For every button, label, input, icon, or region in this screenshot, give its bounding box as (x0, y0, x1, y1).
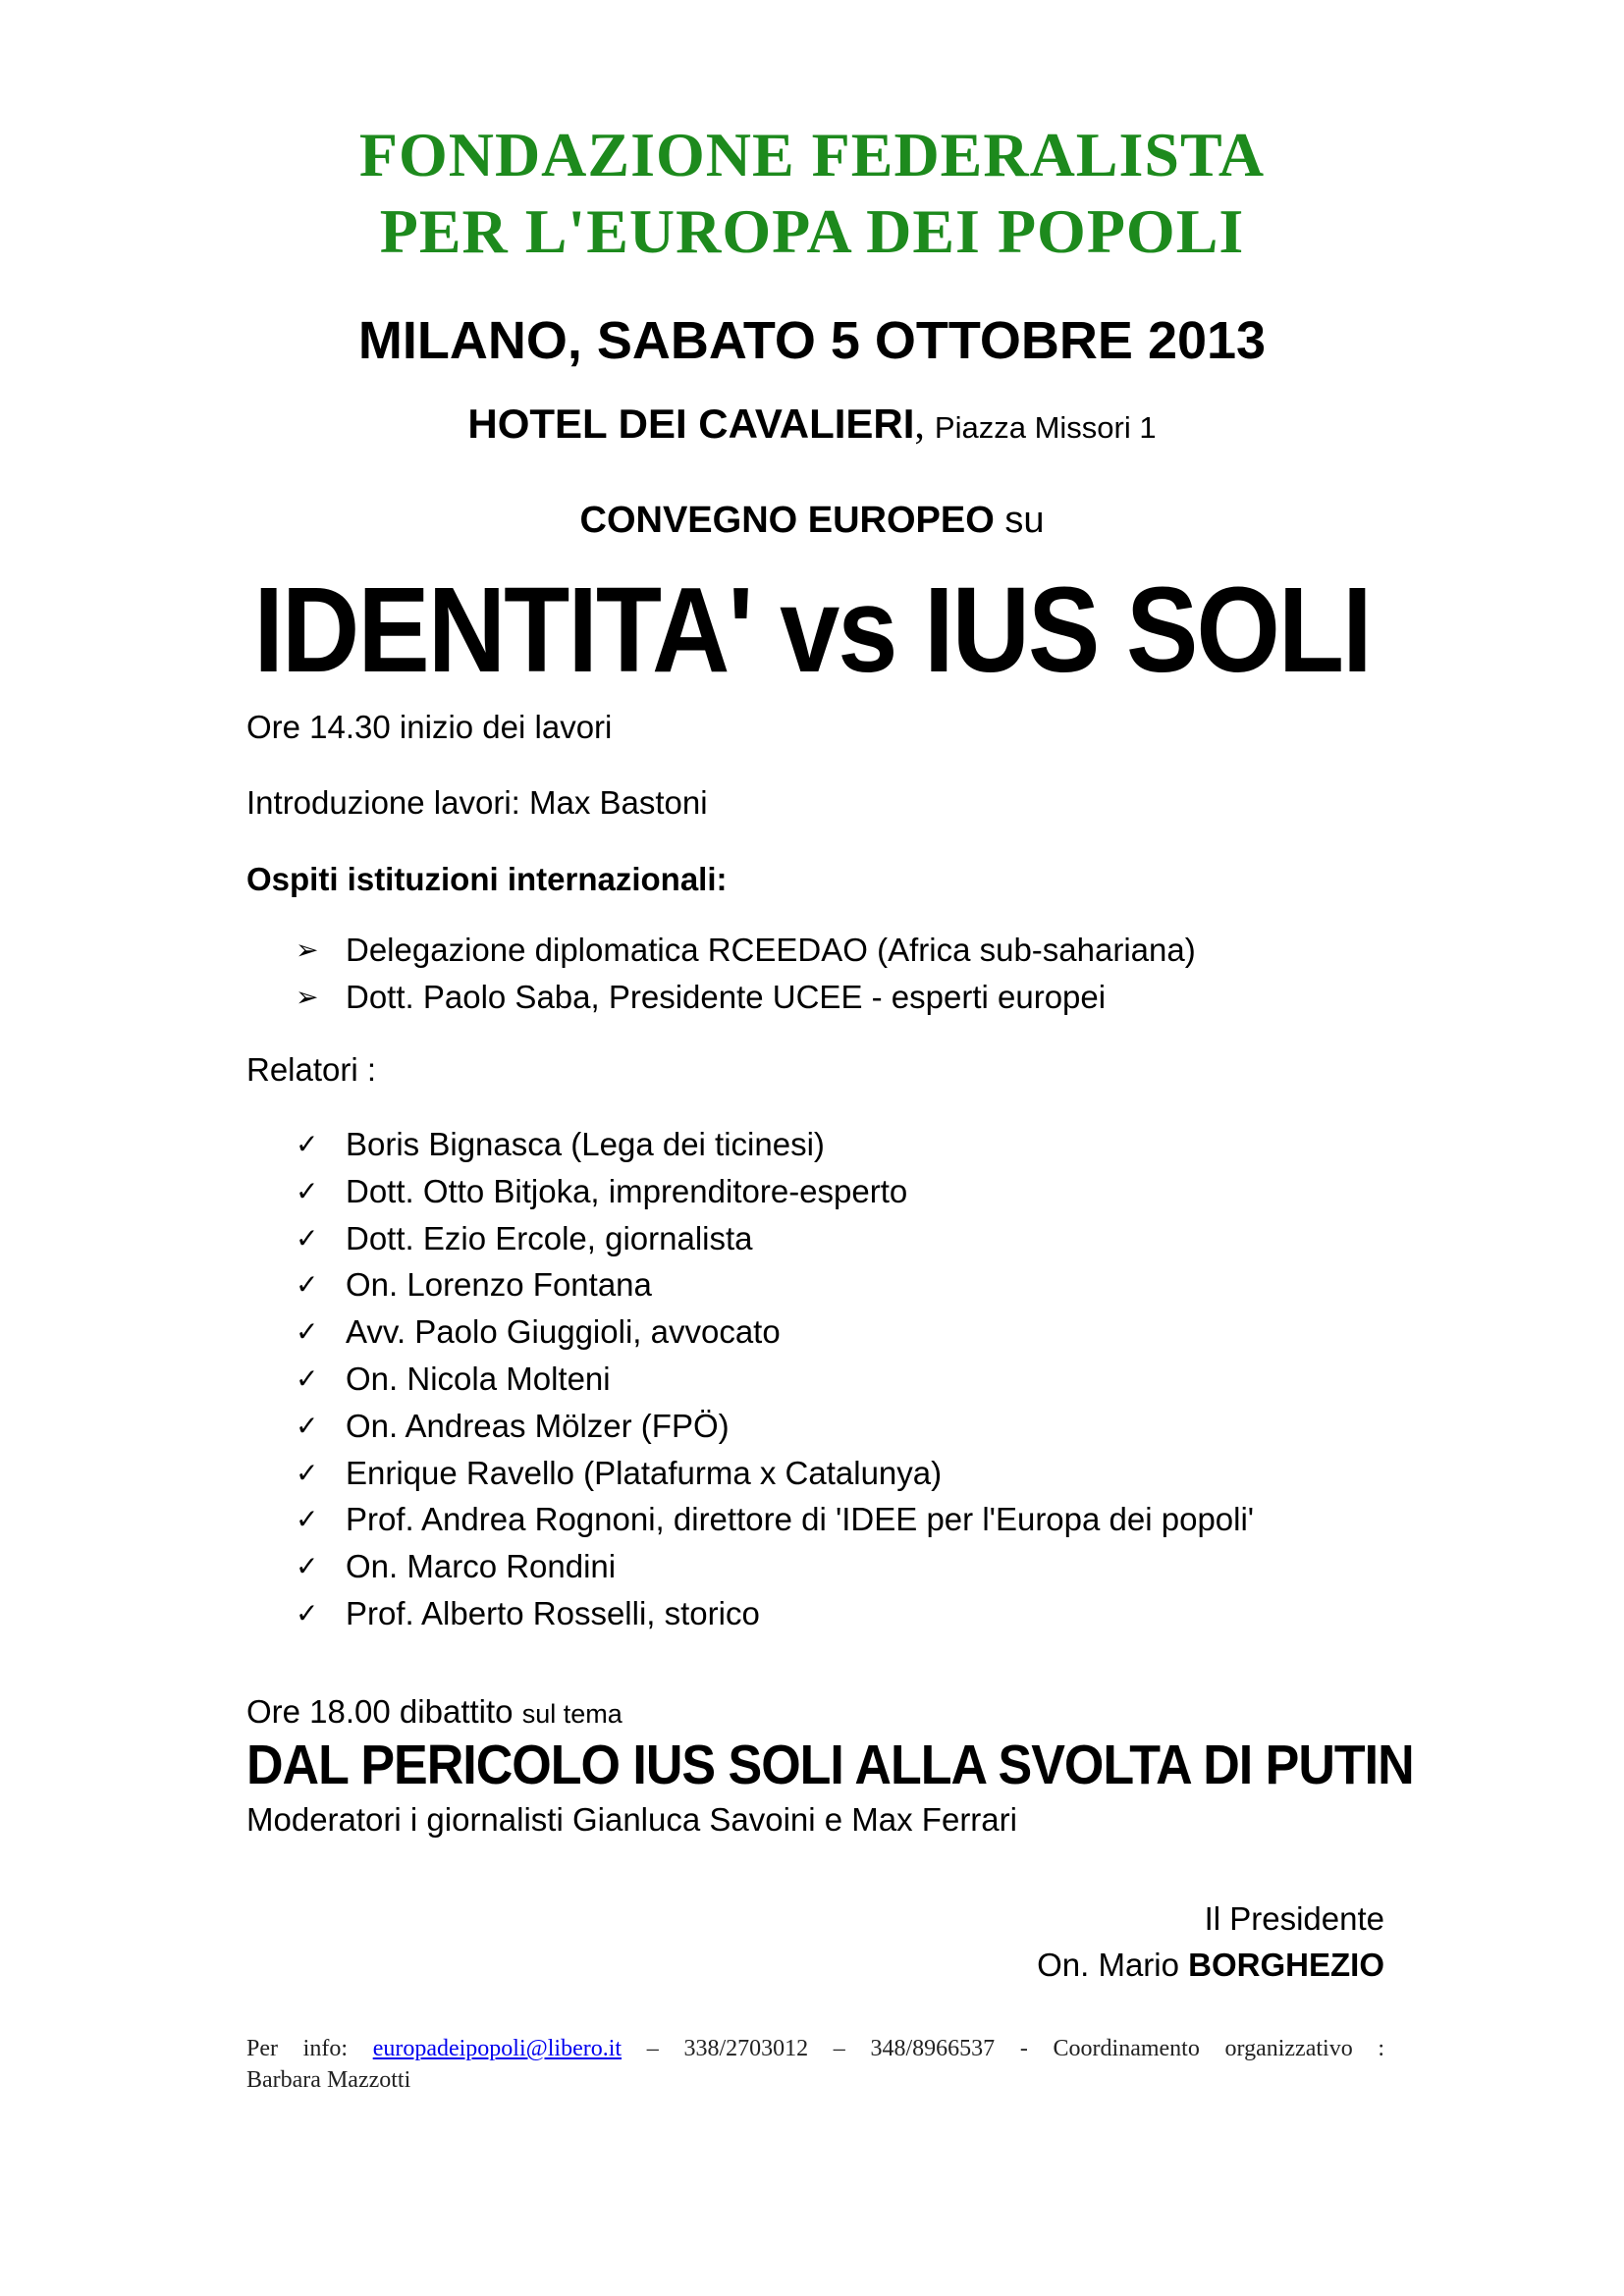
dash-separator: – (646, 2036, 659, 2061)
conference-title: IDENTITA' vs IUS SOLI (253, 562, 1371, 699)
speakers-heading: Relatori : (246, 1051, 377, 1088)
speaker-text: Boris Bignasca (Lega dei ticinesi) (346, 1126, 825, 1162)
conference-label (0, 493, 1624, 548)
checkmark-icon: ✓ (296, 1268, 319, 1302)
list-item (296, 1450, 1254, 1497)
checkmark-icon: ✓ (296, 1362, 319, 1395)
organization-name-line2: PER L'EUROPA DEI POPOLI (379, 196, 1245, 266)
debate-title: DAL PERICOLO IUS SOLI ALLA SVOLTA DI PUTIN (246, 1735, 1414, 1796)
speaker-text: Prof. Andrea Rognoni, direttore di 'IDEE per l'Europa dei popoli' (346, 1501, 1255, 1538)
phone-1: 338/2703012 (683, 2036, 809, 2061)
speaker-text: On. Nicola Molteni (346, 1360, 611, 1397)
signature-name (1037, 1943, 1384, 1988)
checkmark-icon: ✓ (296, 1596, 319, 1629)
phone-2: 348/8966537 (870, 2036, 996, 2061)
dash-separator: - (1019, 2036, 1028, 2061)
checkmark-icon: ✓ (296, 1456, 319, 1489)
list-item (296, 1261, 1254, 1308)
speaker-text: Avv. Paolo Giuggioli, avvocato (346, 1313, 781, 1351)
list-item (296, 1356, 1254, 1403)
venue-address: Piazza Missori 1 (934, 410, 1157, 445)
footer-info (246, 2034, 1384, 2064)
debate-time: Ore 18.00 dibattito (246, 1693, 514, 1730)
speaker-text: On. Andreas Mölzer (FPÖ) (346, 1407, 730, 1444)
speaker-text: Prof. Alberto Rosselli, storico (346, 1594, 760, 1631)
debate-moderators: Moderatori i giornalisti Gianluca Savoini e Max Ferrari (246, 1801, 1017, 1838)
organization-name-line1: FONDAZIONE FEDERALISTA (358, 120, 1266, 189)
checkmark-icon: ✓ (296, 1503, 319, 1536)
list-item (296, 974, 1196, 1021)
checkmark-icon: ✓ (296, 1550, 319, 1583)
signature-surname: BORGHEZIO (1188, 1947, 1384, 1983)
speaker-text: On. Lorenzo Fontana (346, 1266, 652, 1304)
guest-text: Dott. Paolo Saba, Presidente UCEE - esperti europei (346, 979, 1107, 1015)
debate-theme-label: sul tema (521, 1699, 623, 1729)
list-item (296, 1590, 1254, 1637)
info-label: Per info: (246, 2036, 348, 2061)
checkmark-icon: ✓ (296, 1128, 319, 1160)
list-item (296, 1543, 1254, 1590)
coordinator-name: Barbara Mazzotti (246, 2067, 411, 2093)
list-item (296, 1121, 1254, 1168)
list-item (296, 1308, 1254, 1356)
debate-time-line (246, 1690, 623, 1735)
signature-role: Il Presidente (1204, 1900, 1384, 1937)
arrow-bullet-icon: ➢ (296, 934, 319, 966)
conference-type: CONVEGNO EUROPEO (579, 500, 995, 541)
list-item (296, 1403, 1254, 1450)
speaker-text: On. Marco Rondini (346, 1548, 617, 1585)
introduction-line: Introduzione lavori: Max Bastoni (246, 784, 708, 821)
checkmark-icon: ✓ (296, 1409, 319, 1442)
list-item (296, 1215, 1254, 1262)
speaker-text: Dott. Otto Bitjoka, imprenditore-esperto (346, 1172, 908, 1209)
email-link[interactable]: europadeipopoli@libero.it (372, 2036, 623, 2061)
speakers-list (296, 1121, 1254, 1637)
guests-list (296, 927, 1196, 1021)
venue-name: HOTEL DEI CAVALIERI (467, 400, 915, 447)
speaker-text: Enrique Ravello (Platafurma x Catalunya) (346, 1454, 943, 1491)
start-time: Ore 14.30 inizio dei lavori (246, 709, 613, 745)
guest-text: Delegazione diplomatica RCEEDAO (Africa sub-sahariana) (346, 932, 1196, 968)
arrow-bullet-icon: ➢ (296, 981, 319, 1013)
guests-heading: Ospiti istituzioni internazionali: (246, 861, 728, 897)
speaker-text: Dott. Ezio Ercole, giornalista (346, 1219, 753, 1256)
list-item (296, 1496, 1254, 1543)
conference-su: su (1004, 500, 1045, 541)
checkmark-icon: ✓ (296, 1315, 319, 1349)
checkmark-icon: ✓ (296, 1174, 319, 1207)
coordination-label: Coordinamento organizzativo : (1053, 2036, 1385, 2061)
list-item (296, 1168, 1254, 1215)
event-venue (0, 395, 1624, 457)
venue-comma: , (914, 402, 925, 448)
event-date: MILANO, SABATO 5 OTTOBRE 2013 (357, 311, 1267, 370)
dash-separator: – (833, 2036, 845, 2061)
checkmark-icon: ✓ (296, 1221, 319, 1255)
list-item (296, 927, 1196, 974)
signature-prefix: On. Mario (1037, 1947, 1179, 1983)
